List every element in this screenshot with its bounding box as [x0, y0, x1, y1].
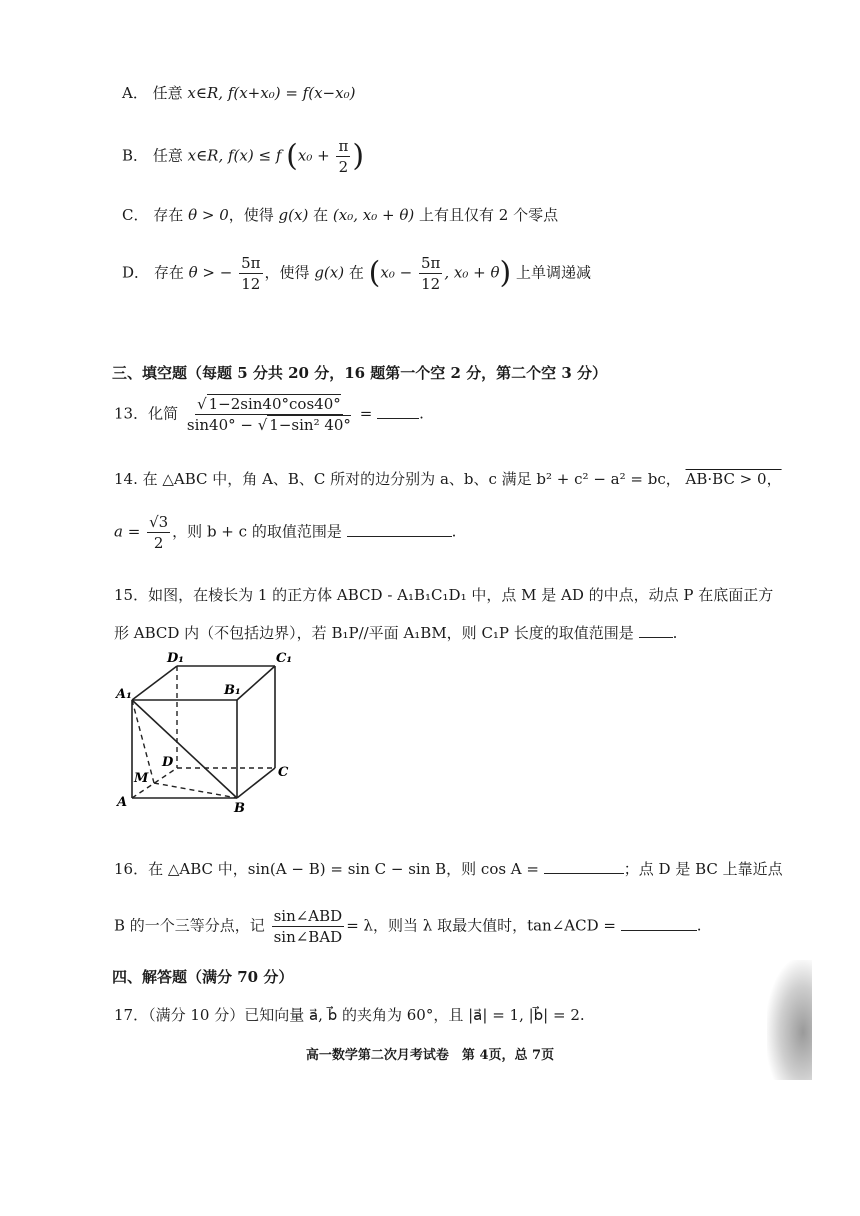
fraction: $\frac{\text{sin∠ABD}}{\text{sin∠BAD}}$	[273, 907, 343, 946]
label-c: C	[278, 765, 289, 780]
question-17: 17．（满分 10 分）已知向量 a⃗, b⃗ 的夹角为 60°，且 |a⃗| = 1, |b⃗| = 2.	[114, 1006, 585, 1024]
question-14-line-1: 14. 在 △ABC 中，角 A、B、C 所对的边分别为 a、b、c 满足 b² + c² − a² = bc， AB·BC > 0，	[114, 470, 782, 488]
question-13: 13．化简 $\frac{√ 1-2\sin 40^\circ\cos 40^\circ}{\text{sin40° − √ 1−sin² 40°}}$ = .	[114, 395, 424, 434]
fraction: $\frac{5\pi}{12}$	[241, 254, 261, 293]
question-15-line-1: 15．如图，在棱长为 1 的正方体 ABCD - A₁B₁C₁D₁ 中，点 M 是 AD 的中点，动点 P 在底面正方	[114, 586, 774, 604]
label-c1: C₁	[276, 651, 293, 666]
question-16-line-2: B 的一个三等分点，记 $\frac{\text{sin∠ABD}}{\text{sin∠BAD}}$ = λ，则当 λ 取最大值时，tan∠ACD = .	[114, 907, 702, 946]
option-c: C． 存在 θ > 0，使得 g(x) 在 (x₀, x₀ + θ) 上有且仅有 2 个零点	[122, 206, 559, 224]
option-a-label: A．	[122, 84, 148, 102]
option-b: B． 任意 x∈R, f(x) ≤ f (x₀ + $\frac{\pi}{2}$ )	[122, 137, 365, 176]
page-footer: 高一数学第二次月考试卷 第 4页，总 7页	[305, 1048, 555, 1063]
option-a: A． 任意 x∈R, f(x+x₀) = f(x−x₀)	[122, 84, 356, 102]
label-m: M	[134, 771, 149, 786]
section-4-heading: 四、解答题（满分 70 分）	[112, 968, 294, 986]
q13-fraction: $\frac{√ 1-2\sin 40^\circ\cos 40^\circ}{\text{sin40° − √ 1−sin² 40°}}$	[186, 395, 351, 434]
option-c-label: C．	[122, 206, 149, 224]
label-a1: A₁	[116, 687, 132, 702]
fraction: $\frac{√3}{2}$	[149, 513, 169, 552]
question-15-line-2: 形 ABCD 内（不包括边界），若 B₁P//平面 A₁BM，则 C₁P 长度的取值范围是 .	[114, 624, 678, 642]
label-d1: D₁	[167, 651, 184, 666]
fraction: $\frac{5\pi}{12}$	[420, 254, 441, 293]
option-d-label: D．	[122, 263, 150, 282]
answer-blank	[347, 522, 452, 537]
option-d: D． 存在 θ > − $\frac{5\pi}{12}$ ，使得 g(x) 在 (x₀ − $\frac{5\pi}{12}$ , x₀ + θ) 上单调递减	[122, 254, 592, 293]
answer-blank	[639, 623, 673, 638]
label-b: B	[234, 801, 245, 816]
option-b-label: B．	[122, 146, 149, 165]
label-d: D	[162, 755, 174, 770]
scan-shadow	[767, 960, 812, 1080]
answer-blank	[377, 404, 419, 419]
answer-blank	[621, 916, 697, 931]
label-a: A	[117, 795, 128, 810]
answer-blank	[544, 859, 624, 874]
question-14-line-2: a = $\frac{√3}{2}$ ，则 b + c 的取值范围是 .	[114, 513, 457, 552]
option-a-math: x∈R, f(x+x₀) = f(x−x₀)	[187, 84, 356, 102]
cube-figure	[112, 648, 312, 818]
vector-product: AB·BC > 0，	[685, 470, 782, 488]
label-b1: B₁	[224, 683, 241, 698]
fraction: $\frac{\pi}{2}$	[338, 137, 349, 176]
section-3-heading: 三、填空题（每题 5 分共 20 分，16 题第一个空 2 分，第二个空 3 分）	[112, 364, 608, 382]
question-16-line-1: 16．在 △ABC 中，sin(A − B) = sin C − sin B，则 cos A = ；点 D 是 BC 上靠近点	[114, 860, 783, 878]
